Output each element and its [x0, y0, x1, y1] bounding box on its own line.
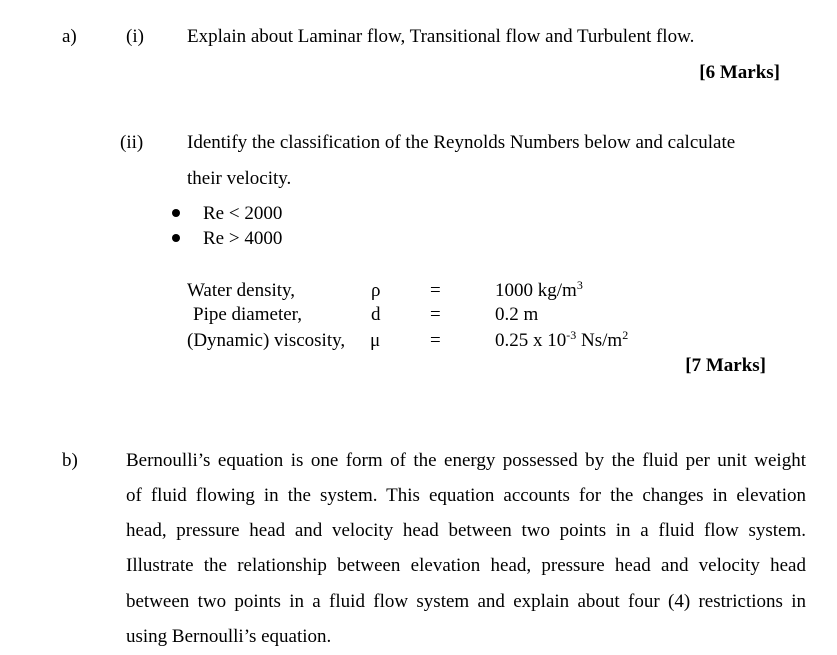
question-i-text: Explain about Laminar flow, Transitional flow and Turbulent flow.	[187, 26, 695, 47]
given-equals: =	[430, 304, 441, 325]
part-a-label: a)	[62, 26, 77, 47]
bullet-dot	[172, 209, 180, 217]
question-ii-marks: [7 Marks]	[685, 355, 766, 376]
part-b-line: between two points in a fluid flow system and explain about four (4) restrictions in	[126, 591, 806, 612]
part-b-line: of fluid flowing in the system. This equation accounts for the changes in elevation	[126, 485, 806, 506]
given-value: 0.2 m	[495, 304, 539, 325]
question-ii-text-line2: their velocity.	[187, 168, 292, 189]
bullet-dot	[172, 234, 180, 242]
question-i-number: (i)	[126, 26, 144, 47]
bullet-item: Re < 2000	[203, 203, 283, 224]
part-b-label: b)	[62, 450, 78, 471]
question-i-marks: [6 Marks]	[699, 62, 780, 83]
part-b-line: Illustrate the relationship between elevation head, pressure head and velocity head	[126, 555, 806, 576]
given-label: (Dynamic) viscosity,	[187, 330, 346, 351]
bullet-item: Re > 4000	[203, 228, 283, 249]
given-symbol: μ	[370, 330, 381, 351]
given-value: 1000 $kg/m^3$	[495, 278, 583, 301]
given-equals: =	[430, 330, 441, 351]
part-b-line: using Bernoulli’s equation.	[126, 626, 332, 647]
question-ii-text-line1: Identify the classification of the Reynolds Numbers below and calculate	[187, 132, 736, 153]
given-label: Water density,	[187, 280, 296, 301]
given-symbol: ρ	[371, 280, 381, 301]
part-b-line: head, pressure head and velocity head between two points in a fluid flow system.	[126, 520, 806, 541]
given-equals: =	[430, 280, 441, 301]
given-value: 0.25 x $10^{-3}$ $Ns/m^2$	[495, 328, 629, 351]
question-ii-number: (ii)	[120, 132, 144, 153]
given-symbol: d	[371, 304, 381, 325]
part-b-line: Bernoulli’s equation is one form of the energy possessed by the fluid per unit weight	[126, 450, 806, 471]
given-label: Pipe diameter,	[193, 304, 302, 325]
